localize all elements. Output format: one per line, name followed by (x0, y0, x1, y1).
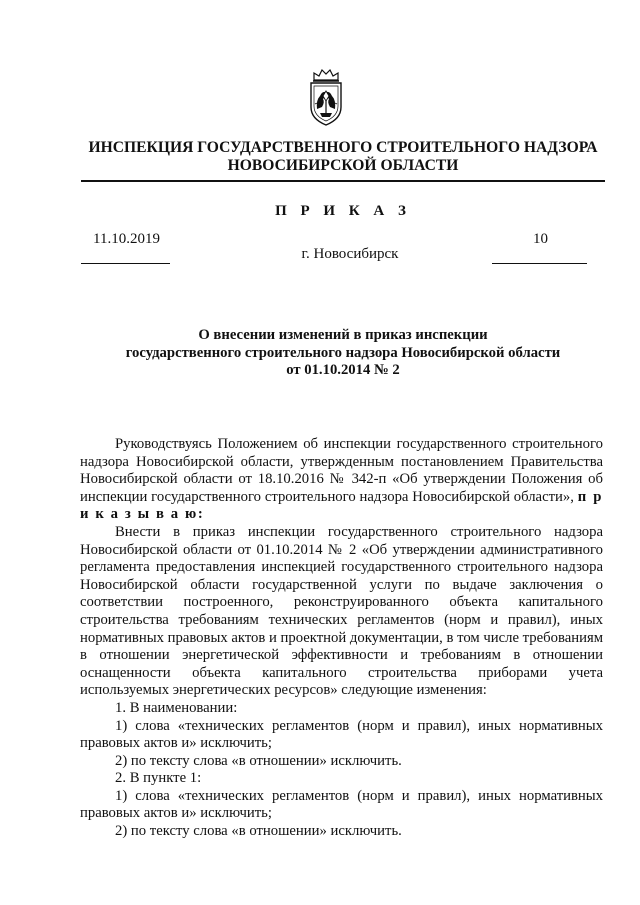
basis-text: Руководствуясь Положением об инспекции государственного строительного надзора Новосибирской области, утвержденным постановлением Правительства Новосибирской области от 18.10.2016 № 342-п «Об утверждении Положения об инспекции государственного строительного надзора Новосибирской области», (80, 436, 603, 505)
organization-line-1: ИНСПЕКЦИЯ ГОСУДАРСТВЕННОГО СТРОИТЕЛЬНОГО НАДЗОРА (88, 139, 598, 156)
coat-of-arms-icon (303, 67, 349, 127)
order-word: п р и к а з ы в а ю: (80, 488, 604, 523)
list-item: 2) по тексту слова «в отношении» исключить. (115, 752, 402, 769)
list-item: 1) слова «технических регламентов (норм и правил), иных нормативных правовых актов и» исключить; (80, 717, 603, 752)
number-underline (492, 263, 587, 264)
header-divider (81, 180, 605, 182)
organization-header (80, 139, 606, 175)
document-body (80, 436, 603, 841)
organization-line-2: НОВОСИБИРСКОЙ ОБЛАСТИ (227, 157, 459, 174)
list-item: 1) слова «технических регламентов (норм и правил), иных нормативных правовых актов и» исключить; (80, 787, 603, 822)
document-number: 10 (533, 231, 548, 247)
main-order-paragraph: Внести в приказ инспекции государственного строительного надзора Новосибирской области от 01.10.2014 № 2 «Об утверждении административного регламента предоставления инспекцией государственного строительного надзора Новосибирской области государственной услуги по выдаче заключения о соответствии построенного, реконструированного объекта капитального строительства требованиям технических регламентов (норм и правил), иных нормативных правовых актов и проектной документации, в том числе требованиям в отношении энергетической эффективности и требованиям в отношении оснащенности объекта капитального строительства приборами учета используемых энергетических ресурсов» следующие изменения: (80, 523, 603, 699)
list-item: 2. В пункте 1: (115, 770, 202, 787)
subject-line-2: государственного строительного надзора Новосибирской области (125, 344, 561, 361)
document-title: П Р И К А З (275, 203, 411, 219)
document-city: г. Новосибирск (301, 246, 399, 262)
basis-paragraph (80, 436, 603, 524)
list-item: 2) по тексту слова «в отношении» исключить. (115, 823, 402, 840)
list-item: 1. В наименовании: (115, 699, 238, 716)
subject-line-3: от 01.10.2014 № 2 (286, 362, 400, 378)
date-underline (81, 263, 170, 264)
document-date: 11.10.2019 (93, 231, 160, 247)
subject-heading (80, 327, 606, 380)
subject-line-1: О внесении изменений в приказ инспекции (198, 327, 488, 343)
